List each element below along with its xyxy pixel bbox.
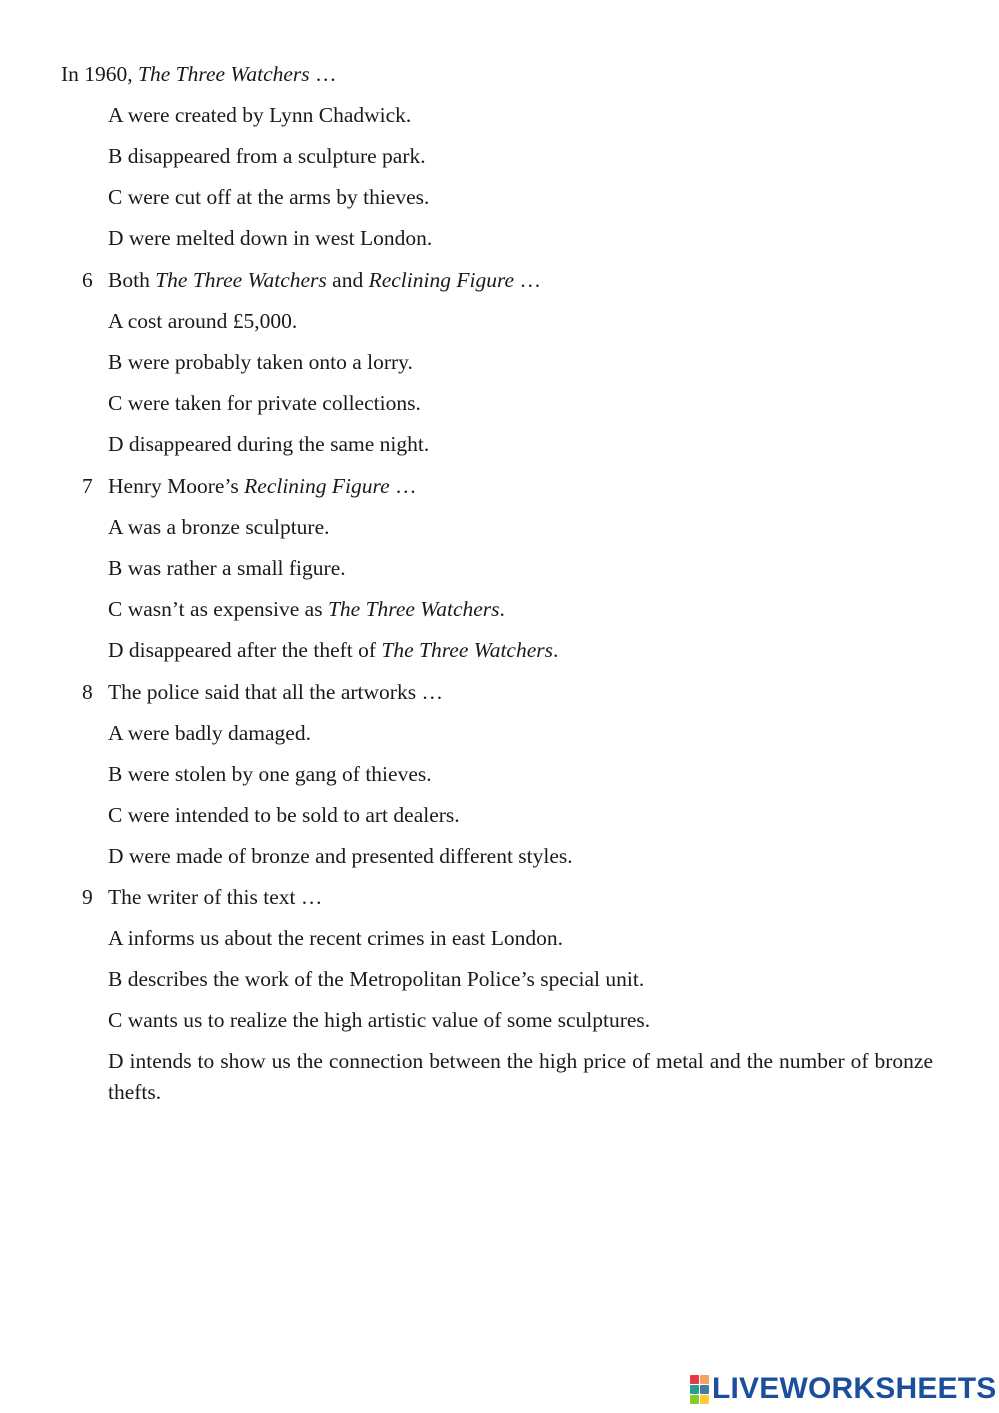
- question-6-ellipsis: …: [519, 268, 541, 292]
- question-7-option-c-period: .: [499, 597, 505, 621]
- question-6-title-2: Reclining Figure: [368, 268, 515, 292]
- liveworksheets-brand-text: LIVEWORKSHEETS: [712, 1372, 997, 1405]
- question-5-stem-prefix: In 1960,: [61, 62, 133, 86]
- question-9-number: 9: [82, 885, 93, 909]
- question-5-stem-title: The Three Watchers: [138, 62, 310, 86]
- question-8-option-c: C were intended to be sold to art dealers.: [108, 803, 460, 827]
- question-7-title: Reclining Figure: [244, 474, 390, 498]
- question-5-stem: [61, 59, 337, 89]
- question-8-stem: The police said that all the artworks …: [108, 680, 443, 704]
- question-6-stem: [108, 265, 541, 295]
- question-6-stem-b: and: [332, 268, 364, 292]
- question-8-number: 8: [82, 680, 93, 704]
- question-8-option-b: B were stolen by one gang of thieves.: [108, 762, 432, 786]
- liveworksheets-logo-icon: [690, 1375, 708, 1403]
- question-7-option-c-prefix: C wasn’t as expensive as: [108, 597, 323, 621]
- question-7-stem-a: Henry Moore’s: [108, 474, 239, 498]
- question-7-stem: [108, 471, 417, 501]
- question-7-option-c: [108, 594, 505, 624]
- question-5-stem-ellipsis: …: [315, 62, 337, 86]
- question-5-option-c: C were cut off at the arms by thieves.: [108, 185, 430, 209]
- question-7-option-b: B was rather a small figure.: [108, 556, 346, 580]
- question-9-option-c: C wants us to realize the high artistic value of some sculptures.: [108, 1008, 651, 1032]
- question-8-option-d: D were made of bronze and presented different styles.: [108, 844, 573, 868]
- question-7-option-d-period: .: [553, 638, 559, 662]
- question-7-option-a: A was a bronze sculpture.: [108, 515, 330, 539]
- question-9-stem: The writer of this text …: [108, 885, 323, 909]
- question-9-option-d: D intends to show us the connection between the high price of metal and the number of bronze thefts.: [108, 1049, 933, 1104]
- question-7-option-d: [108, 635, 558, 665]
- question-6-option-d: D disappeared during the same night.: [108, 432, 430, 456]
- question-6-option-b: B were probably taken onto a lorry.: [108, 350, 413, 374]
- question-6-title-1: The Three Watchers: [155, 268, 327, 292]
- question-5-option-b: B disappeared from a sculpture park.: [108, 144, 426, 168]
- question-6-number: 6: [82, 268, 93, 292]
- question-7-option-d-prefix: D disappeared after the theft of: [108, 638, 377, 662]
- liveworksheets-logo: [690, 1372, 997, 1406]
- question-9-option-a: A informs us about the recent crimes in east London.: [108, 926, 563, 950]
- question-5-option-d: D were melted down in west London.: [108, 226, 433, 250]
- question-7-number: 7: [82, 474, 93, 498]
- question-8-option-a: A were badly damaged.: [108, 721, 311, 745]
- question-7-option-c-title: The Three Watchers: [327, 597, 500, 621]
- question-5-option-a: A were created by Lynn Chadwick.: [108, 103, 412, 127]
- question-7-option-d-title: The Three Watchers: [381, 638, 553, 662]
- question-7-ellipsis: …: [395, 474, 417, 498]
- question-6-option-c: C were taken for private collections.: [108, 391, 421, 415]
- question-9-option-b: B describes the work of the Metropolitan Police’s special unit.: [108, 967, 645, 991]
- question-6-stem-a: Both: [108, 268, 150, 292]
- question-6-option-a: A cost around £5,000.: [108, 309, 298, 333]
